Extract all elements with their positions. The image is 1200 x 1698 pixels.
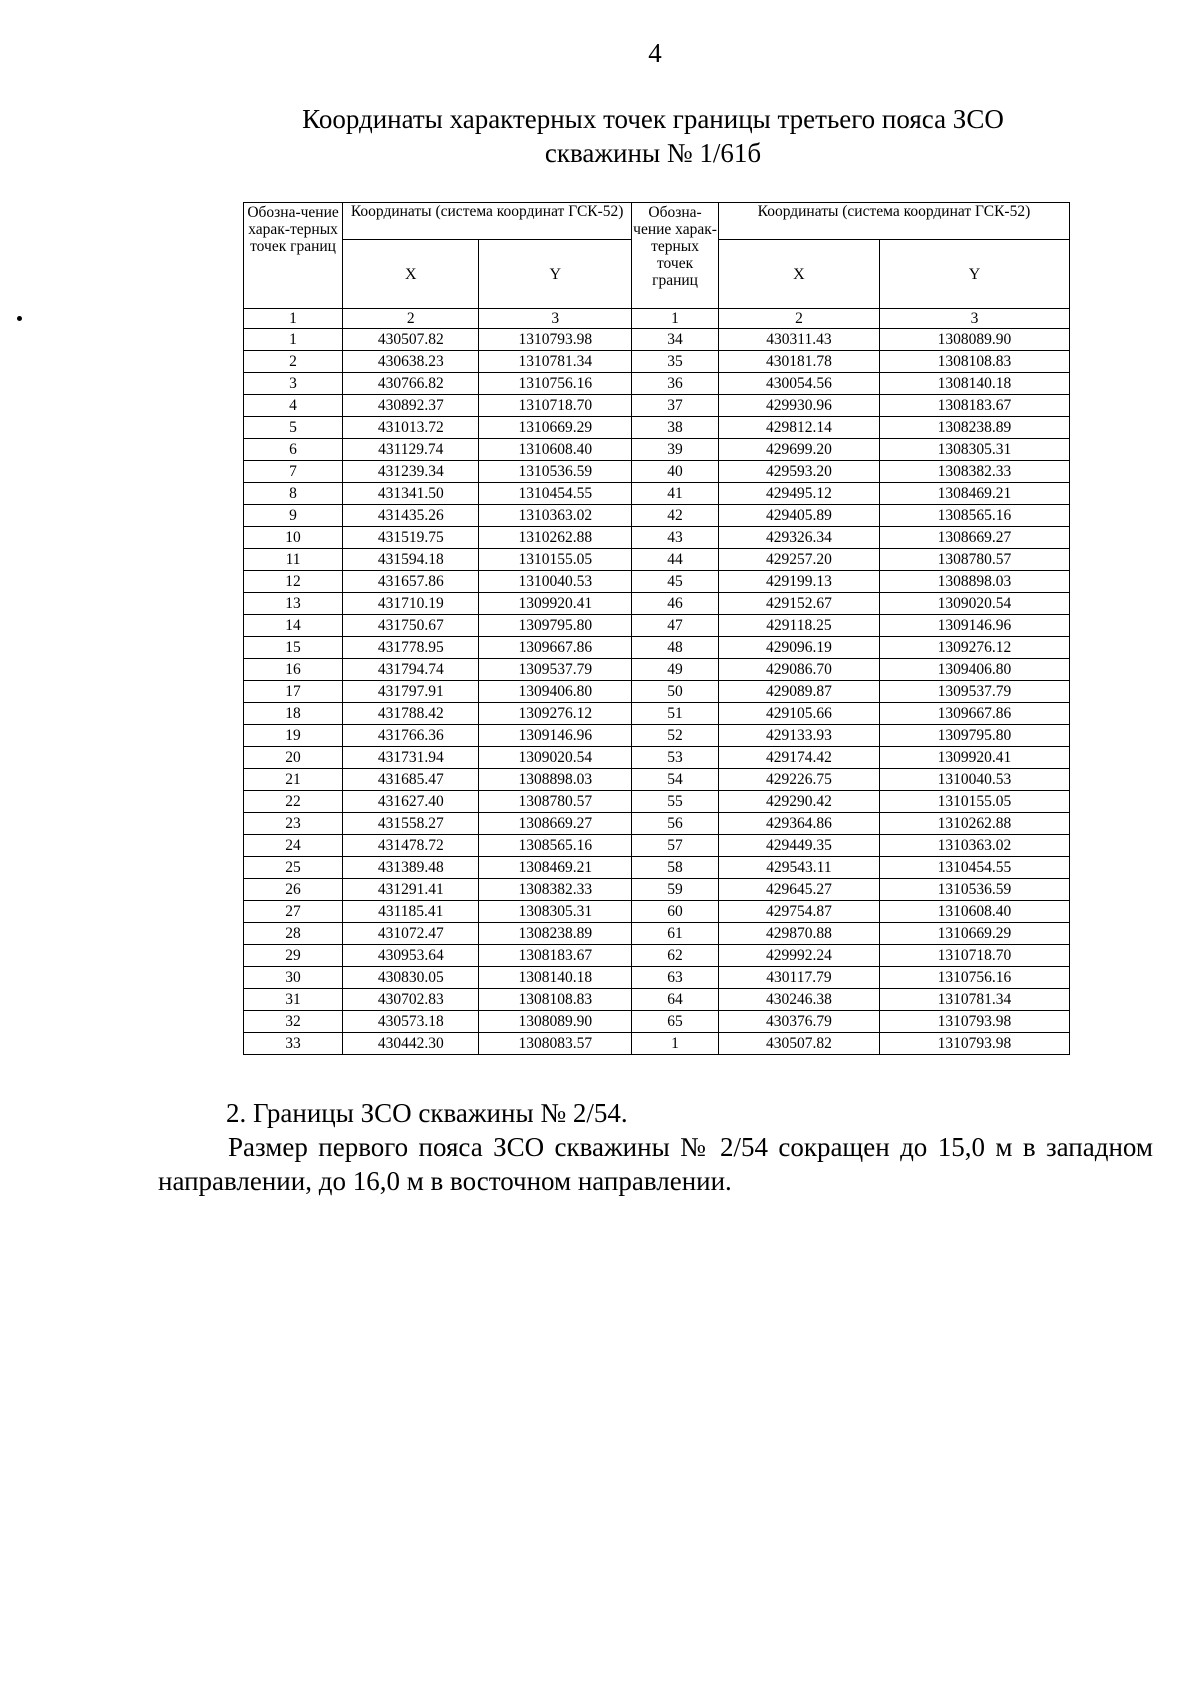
column-number: 3	[879, 309, 1069, 329]
table-row	[244, 703, 1070, 725]
cell-y-left: 1310363.02	[479, 505, 632, 527]
cell-point-number-right: 46	[632, 593, 719, 615]
table-header	[244, 203, 1070, 309]
column-number-row	[244, 309, 1070, 329]
cell-point-number-right: 42	[632, 505, 719, 527]
cell-point-number-left: 14	[244, 615, 343, 637]
cell-point-number-left: 31	[244, 989, 343, 1011]
cell-y-left: 1310608.40	[479, 439, 632, 461]
cell-y-left: 1308083.57	[479, 1033, 632, 1055]
cell-y-right: 1308469.21	[879, 483, 1069, 505]
column-number: 1	[632, 309, 719, 329]
scan-speck	[17, 316, 22, 321]
cell-point-number-right: 48	[632, 637, 719, 659]
cell-x-right: 429930.96	[718, 395, 879, 417]
cell-y-left: 1308140.18	[479, 967, 632, 989]
cell-point-number-left: 20	[244, 747, 343, 769]
cell-point-number-left: 27	[244, 901, 343, 923]
cell-y-right: 1310454.55	[879, 857, 1069, 879]
table-row	[244, 879, 1070, 901]
cell-point-number-right: 54	[632, 769, 719, 791]
cell-x-left: 431797.91	[343, 681, 479, 703]
column-number: 1	[244, 309, 343, 329]
cell-point-number-left: 12	[244, 571, 343, 593]
cell-x-right: 429089.87	[718, 681, 879, 703]
header-x-left: X	[343, 240, 479, 309]
cell-point-number-left: 6	[244, 439, 343, 461]
cell-point-number-right: 56	[632, 813, 719, 835]
cell-y-left: 1310718.70	[479, 395, 632, 417]
table-row	[244, 329, 1070, 351]
cell-x-right: 429405.89	[718, 505, 879, 527]
table-row	[244, 615, 1070, 637]
cell-x-left: 431788.42	[343, 703, 479, 725]
cell-x-right: 429105.66	[718, 703, 879, 725]
cell-y-right: 1309276.12	[879, 637, 1069, 659]
cell-point-number-right: 45	[632, 571, 719, 593]
cell-point-number-left: 30	[244, 967, 343, 989]
cell-y-left: 1308305.31	[479, 901, 632, 923]
table-row	[244, 637, 1070, 659]
cell-x-right: 430311.43	[718, 329, 879, 351]
cell-point-number-right: 36	[632, 373, 719, 395]
table-body	[244, 309, 1070, 1055]
cell-x-left: 431239.34	[343, 461, 479, 483]
cell-point-number-left: 8	[244, 483, 343, 505]
cell-x-right: 429870.88	[718, 923, 879, 945]
cell-y-left: 1308089.90	[479, 1011, 632, 1033]
cell-point-number-left: 11	[244, 549, 343, 571]
cell-y-right: 1308089.90	[879, 329, 1069, 351]
cell-y-right: 1310669.29	[879, 923, 1069, 945]
cell-x-right: 430181.78	[718, 351, 879, 373]
cell-x-right: 430117.79	[718, 967, 879, 989]
cell-point-number-left: 33	[244, 1033, 343, 1055]
table-row	[244, 373, 1070, 395]
table-row	[244, 725, 1070, 747]
cell-x-left: 431766.36	[343, 725, 479, 747]
cell-x-left: 431519.75	[343, 527, 479, 549]
cell-point-number-left: 32	[244, 1011, 343, 1033]
cell-point-number-right: 55	[632, 791, 719, 813]
table-row	[244, 901, 1070, 923]
cell-x-left: 430766.82	[343, 373, 479, 395]
cell-point-number-right: 44	[632, 549, 719, 571]
table-row	[244, 747, 1070, 769]
cell-point-number-right: 37	[632, 395, 719, 417]
cell-y-left: 1308898.03	[479, 769, 632, 791]
cell-y-left: 1309795.80	[479, 615, 632, 637]
cell-y-right: 1310718.70	[879, 945, 1069, 967]
cell-y-right: 1308669.27	[879, 527, 1069, 549]
cell-x-right: 429699.20	[718, 439, 879, 461]
cell-y-left: 1310669.29	[479, 417, 632, 439]
cell-x-right: 429754.87	[718, 901, 879, 923]
table-row	[244, 791, 1070, 813]
table-row	[244, 659, 1070, 681]
cell-point-number-left: 29	[244, 945, 343, 967]
cell-x-left: 430573.18	[343, 1011, 479, 1033]
header-x-right: X	[718, 240, 879, 309]
cell-x-left: 431558.27	[343, 813, 479, 835]
cell-y-right: 1308238.89	[879, 417, 1069, 439]
table-row	[244, 417, 1070, 439]
cell-point-number-right: 49	[632, 659, 719, 681]
cell-x-left: 431731.94	[343, 747, 479, 769]
table-row	[244, 483, 1070, 505]
cell-y-right: 1308183.67	[879, 395, 1069, 417]
table-row	[244, 439, 1070, 461]
cell-point-number-right: 62	[632, 945, 719, 967]
cell-x-left: 431778.95	[343, 637, 479, 659]
table-row	[244, 945, 1070, 967]
cell-y-left: 1310040.53	[479, 571, 632, 593]
cell-point-number-left: 10	[244, 527, 343, 549]
cell-point-number-right: 50	[632, 681, 719, 703]
cell-x-right: 430376.79	[718, 1011, 879, 1033]
cell-x-right: 430507.82	[718, 1033, 879, 1055]
cell-y-right: 1308382.33	[879, 461, 1069, 483]
cell-x-left: 431013.72	[343, 417, 479, 439]
cell-point-number-right: 65	[632, 1011, 719, 1033]
cell-y-right: 1308565.16	[879, 505, 1069, 527]
cell-y-right: 1309537.79	[879, 681, 1069, 703]
cell-x-left: 431129.74	[343, 439, 479, 461]
table-title	[238, 102, 1068, 170]
cell-x-left: 431435.26	[343, 505, 479, 527]
cell-y-left: 1308382.33	[479, 879, 632, 901]
cell-x-left: 431750.67	[343, 615, 479, 637]
cell-y-right: 1310536.59	[879, 879, 1069, 901]
cell-x-right: 429199.13	[718, 571, 879, 593]
column-number: 2	[343, 309, 479, 329]
cell-x-left: 430892.37	[343, 395, 479, 417]
cell-point-number-left: 3	[244, 373, 343, 395]
table-row	[244, 813, 1070, 835]
cell-y-right: 1309020.54	[879, 593, 1069, 615]
cell-point-number-left: 26	[244, 879, 343, 901]
cell-y-right: 1308780.57	[879, 549, 1069, 571]
coordinates-table	[243, 202, 1070, 1055]
cell-x-left: 431657.86	[343, 571, 479, 593]
section-heading: 2. Границы ЗСО скважины № 2/54.	[226, 1098, 628, 1128]
cell-y-left: 1309276.12	[479, 703, 632, 725]
cell-x-left: 430507.82	[343, 329, 479, 351]
header-coordinates-right: Координаты (система координат ГСК-52)	[718, 203, 1069, 240]
cell-point-number-left: 7	[244, 461, 343, 483]
column-number: 2	[718, 309, 879, 329]
cell-x-left: 431685.47	[343, 769, 479, 791]
cell-x-right: 429326.34	[718, 527, 879, 549]
cell-x-right: 429290.42	[718, 791, 879, 813]
cell-point-number-left: 28	[244, 923, 343, 945]
cell-point-number-right: 61	[632, 923, 719, 945]
cell-x-right: 429118.25	[718, 615, 879, 637]
cell-x-left: 431478.72	[343, 835, 479, 857]
table-row	[244, 967, 1070, 989]
cell-point-number-right: 52	[632, 725, 719, 747]
cell-y-left: 1309146.96	[479, 725, 632, 747]
cell-point-number-right: 35	[632, 351, 719, 373]
cell-point-number-left: 25	[244, 857, 343, 879]
table-row	[244, 769, 1070, 791]
cell-x-left: 430953.64	[343, 945, 479, 967]
cell-y-left: 1308780.57	[479, 791, 632, 813]
cell-y-right: 1308140.18	[879, 373, 1069, 395]
cell-point-number-right: 43	[632, 527, 719, 549]
cell-y-right: 1310363.02	[879, 835, 1069, 857]
cell-y-right: 1308305.31	[879, 439, 1069, 461]
header-coordinates-left: Координаты (система координат ГСК-52)	[343, 203, 632, 240]
cell-y-right: 1309920.41	[879, 747, 1069, 769]
cell-x-right: 430054.56	[718, 373, 879, 395]
cell-y-right: 1310155.05	[879, 791, 1069, 813]
table-row	[244, 1011, 1070, 1033]
header-point-label-left: Обозна-чение харак-терных точек границ	[244, 203, 343, 309]
table-row	[244, 681, 1070, 703]
cell-point-number-right: 64	[632, 989, 719, 1011]
table-title-line-2: скважины № 1/61б	[544, 138, 762, 168]
table-row	[244, 527, 1070, 549]
cell-point-number-left: 1	[244, 329, 343, 351]
cell-x-left: 431291.41	[343, 879, 479, 901]
cell-y-right: 1309667.86	[879, 703, 1069, 725]
cell-point-number-right: 40	[632, 461, 719, 483]
table-row	[244, 351, 1070, 373]
table-row	[244, 923, 1070, 945]
cell-point-number-left: 15	[244, 637, 343, 659]
cell-x-left: 430702.83	[343, 989, 479, 1011]
cell-x-left: 431710.19	[343, 593, 479, 615]
cell-point-number-left: 22	[244, 791, 343, 813]
cell-y-left: 1309537.79	[479, 659, 632, 681]
cell-x-right: 429096.19	[718, 637, 879, 659]
table-row	[244, 857, 1070, 879]
cell-point-number-left: 19	[244, 725, 343, 747]
cell-point-number-left: 5	[244, 417, 343, 439]
cell-y-right: 1310262.88	[879, 813, 1069, 835]
cell-x-right: 429226.75	[718, 769, 879, 791]
cell-point-number-left: 2	[244, 351, 343, 373]
cell-point-number-right: 57	[632, 835, 719, 857]
cell-y-right: 1308898.03	[879, 571, 1069, 593]
cell-point-number-right: 51	[632, 703, 719, 725]
section-paragraph: Размер первого пояса ЗСО скважины № 2/54 сокращен до 15,0 м в западном направлении, до 16,0 м в восточном направлении.	[158, 1132, 1153, 1196]
cell-x-left: 431072.47	[343, 923, 479, 945]
cell-x-right: 429152.67	[718, 593, 879, 615]
cell-point-number-right: 53	[632, 747, 719, 769]
cell-point-number-left: 24	[244, 835, 343, 857]
cell-x-right: 429133.93	[718, 725, 879, 747]
cell-y-left: 1309920.41	[479, 593, 632, 615]
cell-y-left: 1309406.80	[479, 681, 632, 703]
cell-y-left: 1310155.05	[479, 549, 632, 571]
table-row	[244, 395, 1070, 417]
cell-x-left: 431794.74	[343, 659, 479, 681]
cell-point-number-left: 23	[244, 813, 343, 835]
page-number: 4	[648, 38, 662, 68]
cell-y-left: 1310756.16	[479, 373, 632, 395]
cell-y-right: 1310781.34	[879, 989, 1069, 1011]
cell-point-number-right: 34	[632, 329, 719, 351]
cell-y-right: 1309795.80	[879, 725, 1069, 747]
table-row	[244, 549, 1070, 571]
cell-y-right: 1310756.16	[879, 967, 1069, 989]
cell-x-right: 429645.27	[718, 879, 879, 901]
cell-y-left: 1309667.86	[479, 637, 632, 659]
cell-point-number-left: 16	[244, 659, 343, 681]
table-row	[244, 505, 1070, 527]
cell-x-right: 429364.86	[718, 813, 879, 835]
cell-point-number-left: 13	[244, 593, 343, 615]
cell-x-right: 429992.24	[718, 945, 879, 967]
cell-x-left: 430830.05	[343, 967, 479, 989]
cell-y-left: 1310262.88	[479, 527, 632, 549]
cell-point-number-right: 38	[632, 417, 719, 439]
cell-x-right: 429449.35	[718, 835, 879, 857]
header-y-left: Y	[479, 240, 632, 309]
cell-point-number-left: 21	[244, 769, 343, 791]
cell-y-left: 1308469.21	[479, 857, 632, 879]
cell-point-number-right: 58	[632, 857, 719, 879]
table-row	[244, 1033, 1070, 1055]
column-number: 3	[479, 309, 632, 329]
cell-y-left: 1310793.98	[479, 329, 632, 351]
cell-y-right: 1310608.40	[879, 901, 1069, 923]
cell-x-right: 429257.20	[718, 549, 879, 571]
cell-y-right: 1310793.98	[879, 1011, 1069, 1033]
table-title-line-1: Координаты характерных точек границы третьего пояса ЗСО	[302, 104, 1004, 134]
cell-x-right: 429812.14	[718, 417, 879, 439]
cell-x-right: 429593.20	[718, 461, 879, 483]
cell-y-left: 1310454.55	[479, 483, 632, 505]
cell-point-number-left: 4	[244, 395, 343, 417]
cell-x-right: 429543.11	[718, 857, 879, 879]
cell-y-right: 1310793.98	[879, 1033, 1069, 1055]
table-row	[244, 989, 1070, 1011]
cell-x-left: 431594.18	[343, 549, 479, 571]
cell-x-right: 430246.38	[718, 989, 879, 1011]
cell-x-left: 431627.40	[343, 791, 479, 813]
cell-y-right: 1310040.53	[879, 769, 1069, 791]
cell-x-left: 430638.23	[343, 351, 479, 373]
cell-point-number-right: 41	[632, 483, 719, 505]
cell-point-number-left: 17	[244, 681, 343, 703]
cell-point-number-right: 47	[632, 615, 719, 637]
cell-point-number-right: 60	[632, 901, 719, 923]
cell-point-number-right: 39	[632, 439, 719, 461]
cell-x-left: 431389.48	[343, 857, 479, 879]
cell-y-left: 1308669.27	[479, 813, 632, 835]
cell-point-number-left: 18	[244, 703, 343, 725]
cell-y-left: 1308108.83	[479, 989, 632, 1011]
cell-y-right: 1309406.80	[879, 659, 1069, 681]
cell-x-right: 429495.12	[718, 483, 879, 505]
cell-y-left: 1308565.16	[479, 835, 632, 857]
cell-point-number-left: 9	[244, 505, 343, 527]
cell-point-number-right: 59	[632, 879, 719, 901]
table-row	[244, 571, 1070, 593]
cell-x-right: 429086.70	[718, 659, 879, 681]
cell-x-right: 429174.42	[718, 747, 879, 769]
header-y-right: Y	[879, 240, 1069, 309]
cell-y-left: 1308238.89	[479, 923, 632, 945]
table-row	[244, 461, 1070, 483]
cell-y-left: 1310536.59	[479, 461, 632, 483]
cell-x-left: 430442.30	[343, 1033, 479, 1055]
table-row	[244, 835, 1070, 857]
cell-y-right: 1309146.96	[879, 615, 1069, 637]
cell-y-left: 1309020.54	[479, 747, 632, 769]
cell-y-right: 1308108.83	[879, 351, 1069, 373]
cell-point-number-right: 1	[632, 1033, 719, 1055]
cell-x-left: 431185.41	[343, 901, 479, 923]
table-row	[244, 593, 1070, 615]
cell-point-number-right: 63	[632, 967, 719, 989]
header-point-label-right: Обозна-чение харак-терных точек границ	[632, 203, 719, 309]
cell-y-left: 1308183.67	[479, 945, 632, 967]
cell-x-left: 431341.50	[343, 483, 479, 505]
cell-y-left: 1310781.34	[479, 351, 632, 373]
